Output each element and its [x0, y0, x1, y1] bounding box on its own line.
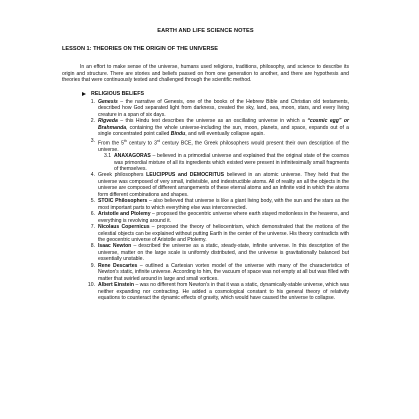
- list-item: [62, 224, 349, 243]
- item-number: 10.: [87, 282, 95, 289]
- item-text: From the 5: [98, 140, 124, 147]
- list-item: [62, 138, 349, 154]
- item-text: century to 3: [126, 140, 157, 147]
- item-term: ANAXAGORAS: [114, 153, 151, 160]
- list-item: [62, 198, 349, 211]
- list-item: [62, 243, 349, 262]
- item-text: – was no different from Newton's in that it was a static, dynamically-stable universe, which was neither expanding nor contracting. He added a cosmological constant to his general theory of relativity equations to counteract the dynamic effects of gravity, which would have caused the universe to collapse.: [98, 282, 350, 302]
- item-number: 3.: [90, 137, 95, 144]
- item-term: Nicolaus Copernicus: [98, 224, 150, 231]
- item-number: 9.: [90, 262, 95, 269]
- list-item: [62, 263, 349, 282]
- section-title: RELIGIOUS BELIEFS: [91, 90, 144, 97]
- item-text: – this Hindu text describes the universe as an oscillating universe in which a: [117, 118, 308, 125]
- item-text: – proposed the geocentric universe where earth stayed motionless in the heavens, and everything is revolving around it.: [98, 211, 349, 224]
- lesson-title: LESSON 1: THEORIES ON THE ORIGIN OF THE UNIVERSE: [62, 46, 219, 52]
- list-subitem: [104, 153, 349, 172]
- item-number: 6.: [90, 211, 95, 218]
- item-text: Greek philosophers: [98, 172, 147, 179]
- item-number: 1.: [90, 98, 95, 105]
- item-term: Bindu: [170, 131, 186, 138]
- beliefs-list: [62, 99, 349, 302]
- list-item: [62, 118, 349, 137]
- list-item: [62, 282, 349, 301]
- item-text: , containing the whole universe-including the sun, moon, planets, and space, expands out of a single concentrated point called: [98, 124, 349, 138]
- item-term: LEUCIPPUS and DEMOCRITUS: [146, 172, 225, 179]
- item-number: 2.: [90, 118, 95, 125]
- item-number: 7.: [90, 224, 95, 231]
- superscript: rd: [156, 138, 161, 143]
- item-number: 5.: [90, 198, 95, 205]
- item-text: , and will eventually collapse again.: [185, 131, 265, 138]
- item-number: 3.1: [104, 153, 112, 160]
- item-term: “cosmic egg” or Brahmanda: [98, 118, 349, 131]
- item-text: century BCE, the Greek philosophers would present their own description of the universe.: [98, 140, 349, 153]
- item-term: Isaac Newton: [98, 243, 132, 250]
- item-term: STOIC Philosophers: [98, 198, 148, 205]
- list-item: [62, 211, 349, 224]
- item-text: – described the universe as a static, steady-state, infinite universe. In this description of the universe, matter on the large scale is uniformly distributed, and the universe is gravitationally balanced but essentially unstable.: [98, 243, 349, 263]
- item-term: Rigveda: [98, 118, 118, 125]
- item-text: – believed in a primordial universe and explained that the original state of the cosmos was primordial mixture of all its ingredients which existed were present in infinitesimally small fragments of themselves.: [114, 153, 349, 172]
- list-item: [62, 172, 349, 198]
- item-text: – the narrative of Genesis, one of the books of the Hebrew Bible and Christian old testaments, described how God separated light from darkness, created the sky, land, sea, moon, stars, and every living creature in a span of six days.: [98, 98, 349, 118]
- item-number: 4.: [90, 172, 95, 179]
- item-text: – also believed that universe is like a giant living body, with the sun and the stars as the most important parts to which everything else was interconnected.: [98, 198, 349, 211]
- item-text: – proposed the theory of heliocentrism, which demonstrated that the motions of the celestial objects can be explained without putting Earth in the center of the universe. His theory contradicts with the geocentric universe of Aristotle and Ptolemy.: [98, 224, 349, 243]
- intro-paragraph: In an effort to make sense of the universe, humans used religions, traditions, philosophy, and science to describe its origin and structure. There are stories and beliefs passed on from one generation to another, and there are hypothesis and theories that were continuously tested and challenged through the scientific method.: [62, 64, 349, 84]
- section-heading: [82, 91, 349, 97]
- item-term: Aristotle and Ptolemy: [98, 211, 151, 218]
- document-title: EARTH AND LIFE SCIENCE NOTES: [157, 28, 254, 34]
- item-number: 8.: [90, 243, 95, 250]
- item-term: Albert Einstein: [98, 282, 134, 289]
- superscript: th: [123, 138, 127, 143]
- item-text: – outlined a Cartesian vortex model of the universe with many of the characteristics of Newton's static, infinite universe. According to him, the vacuum of space was not empty at all but was filled with matter that swirled around in large and small vortices.: [98, 262, 349, 282]
- item-term: Rene Descartes: [98, 262, 138, 269]
- arrow-bullet-icon: [82, 92, 86, 96]
- item-text: believed in an atomic universe. They held that the universe was composed of very small, indivisible, and indestructible atoms. All of reality an all the objects in the universe are composed of different arrangements of these eternal atoms and an infinite void in which the atoms form different combinations and shapes.: [98, 172, 350, 198]
- list-item: [62, 99, 349, 118]
- item-term: Genesis: [98, 98, 118, 105]
